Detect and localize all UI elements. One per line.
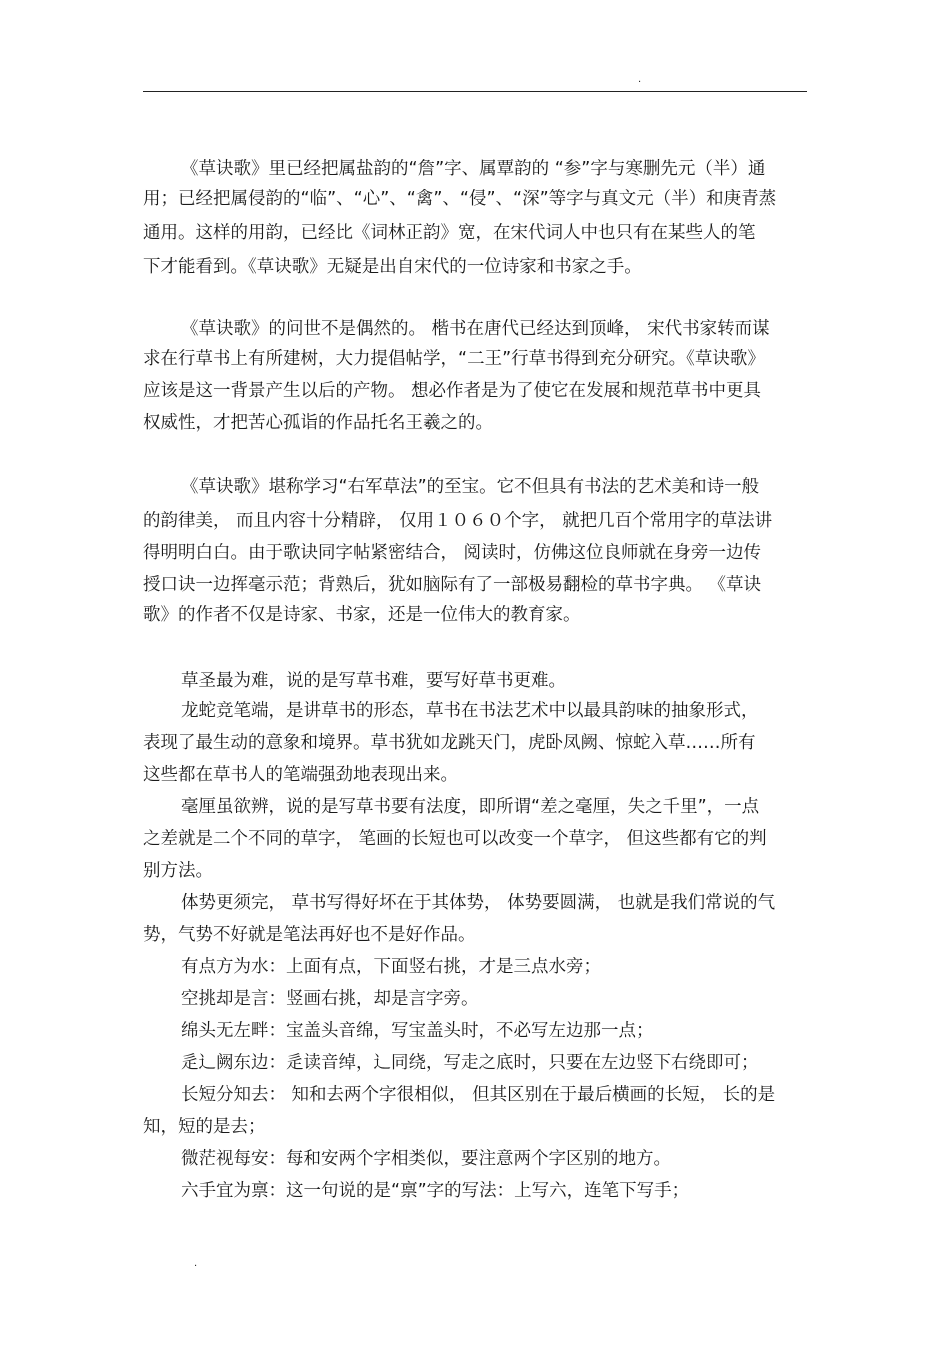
text-line: 势，气势不好就是笔法再好也不是好作品。 xyxy=(143,925,476,945)
text-line: 辵辶阙东边：辵读音绰，辶同绕，写走之底时，只要在左边竖下右绕即可； xyxy=(181,1053,759,1073)
text-line: 毫厘虽欲辨，说的是写草书要有法度，即所谓“差之毫厘，失之千里”，一点 xyxy=(181,797,760,817)
text-line: 之差就是二个不同的草字， 笔画的长短也可以改变一个草字， 但这些都有它的判 xyxy=(143,829,767,849)
footer-mark: . xyxy=(194,1258,198,1269)
text-line: 得明明白白。由于歌诀同字帖紧密结合， 阅读时，仿佛这位良师就在身旁一边传 xyxy=(143,543,762,563)
text-line: 草圣最为难，说的是写草书难，要写好草书更难。 xyxy=(181,671,566,691)
text-line: 《草诀歌》堪称学习“右军草法”的至宝。它不但具有书法的艺术美和诗一般 xyxy=(181,477,760,497)
text-line: 有点方为水：上面有点，下面竖右挑，才是三点水旁； xyxy=(181,957,601,977)
text-line: 绵头无左畔：宝盖头音绵，写宝盖头时，不必写左边那一点； xyxy=(181,1021,654,1041)
text-line: 授口诀一边挥毫示范；背熟后，犹如脑际有了一部极易翻检的草书字典。 《草诀 xyxy=(143,575,762,595)
text-line: 这些都在草书人的笔端强劲地表现出来。 xyxy=(143,765,458,785)
text-line: 别方法。 xyxy=(143,861,213,881)
text-line: 权威性，才把苦心孤诣的作品托名王羲之的。 xyxy=(143,413,493,433)
header-mark: . xyxy=(638,74,642,85)
text-line: 下才能看到。《草诀歌》无疑是出自宋代的一位诗家和书家之手。 xyxy=(143,257,642,277)
text-line: 《草诀歌》里已经把属盐韵的“詹”字、属覃韵的 “参”字与寒删先元（半）通 xyxy=(181,159,766,179)
text-line: 求在行草书上有所建树，大力提倡帖学，“二王”行草书得到充分研究。《草诀歌》 xyxy=(143,349,765,369)
header-rule xyxy=(143,91,807,92)
text-line: 的韵律美， 而且内容十分精辟， 仅用１０６０个字， 就把几百个常用字的草法讲 xyxy=(143,511,773,531)
text-line: 知，短的是去； xyxy=(143,1117,266,1137)
text-line: 六手宜为禀：这一句说的是“禀”字的写法：上写六，连笔下写手； xyxy=(181,1181,690,1201)
text-line: 表现了最生动的意象和境界。草书犹如龙跳天门，虎卧凤阙、惊蛇入草……所有 xyxy=(143,733,756,753)
text-line: 《草诀歌》的问世不是偶然的。 楷书在唐代已经达到顶峰， 宋代书家转而谋 xyxy=(181,319,770,339)
text-line: 通用。这样的用韵，已经比《词林正韵》宽，在宋代词人中也只有在某些人的笔 xyxy=(143,223,756,243)
text-line: 体势更须完， 草书写得好坏在于其体势， 体势要圆满， 也就是我们常说的气 xyxy=(181,893,776,913)
text-line: 用；已经把属侵韵的“临”、“心”、“禽”、“侵”、“深”等字与真文元（半）和庚青蒸 xyxy=(143,189,777,209)
text-line: 龙蛇竞笔端，是讲草书的形态，草书在书法艺术中以最具韵味的抽象形式， xyxy=(181,701,759,721)
text-line: 歌》的作者不仅是诗家、书家，还是一位伟大的教育家。 xyxy=(143,605,581,625)
text-line: 长短分知去： 知和去两个字很相似， 但其区别在于最后横画的长短， 长的是 xyxy=(181,1085,776,1105)
text-line: 应该是这一背景产生以后的产物。 想必作者是为了使它在发展和规范草书中更具 xyxy=(143,381,762,401)
text-line: 空挑却是言：竖画右挑，却是言字旁。 xyxy=(181,989,479,1009)
text-line: 微茫视每安：每和安两个字相类似，要注意两个字区别的地方。 xyxy=(181,1149,671,1169)
